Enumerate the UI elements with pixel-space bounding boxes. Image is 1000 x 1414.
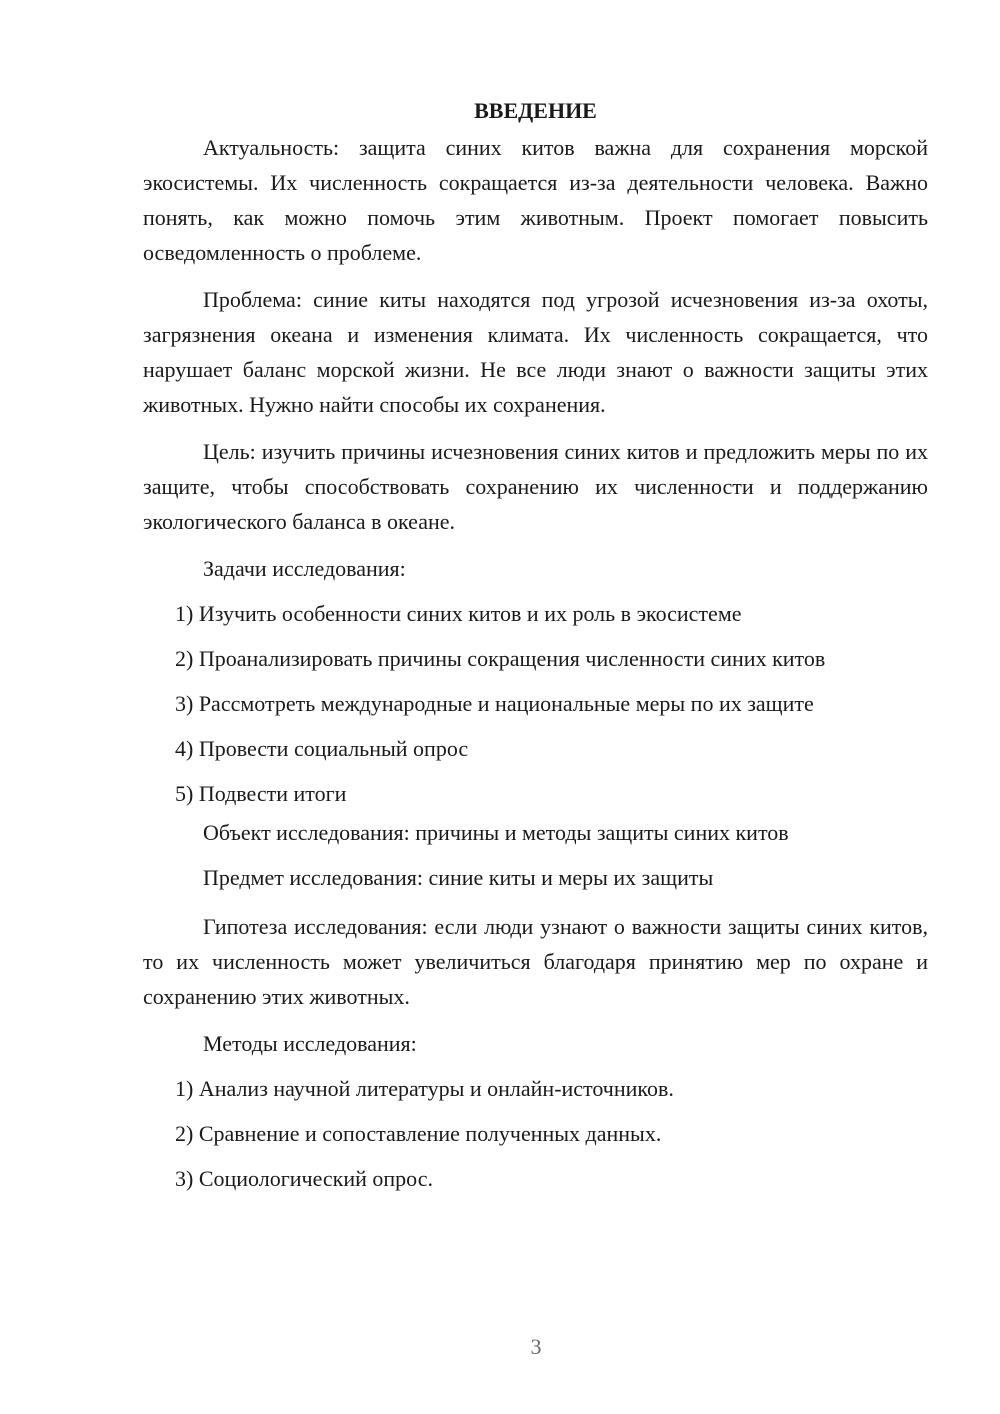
methods-heading: Методы исследования:: [203, 1031, 417, 1056]
section-title: ВВЕДЕНИЕ: [474, 98, 597, 123]
hypothesis-paragraph: Гипотеза исследования: если люди узнают о важности защиты синих китов, то их численность может увеличиться благодаря принятию мер по охране и сохранению этих животных.: [143, 914, 928, 1009]
document-body: [143, 96, 928, 1206]
problem-paragraph: Проблема: синие киты находятся под угрозой исчезновения из-за охоты, загрязнения океана и изменения климата. Их численность сокращается, что нарушает баланс морской жизни. Не все люди знают о важности защиты этих животных. Нужно найти способы их сохранения.: [143, 287, 928, 417]
task-item: 5) Подвести итоги: [175, 781, 347, 806]
task-item: 1) Изучить особенности синих китов и их роль в экосистеме: [175, 601, 742, 626]
subject-line: Предмет исследования: синие киты и меры их защиты: [203, 865, 714, 890]
task-item: 2) Проанализировать причины сокращения численности синих китов: [175, 646, 826, 671]
method-item: 2) Сравнение и сопоставление полученных данных.: [175, 1121, 662, 1146]
page-number: 3: [530, 1334, 542, 1359]
methods-list: [143, 1071, 928, 1196]
method-item: 3) Социологический опрос.: [175, 1166, 433, 1191]
method-item: 1) Анализ научной литературы и онлайн-источников.: [175, 1076, 674, 1101]
task-item: 3) Рассмотреть международные и национальные меры по их защите: [175, 691, 814, 716]
object-line: Объект исследования: причины и методы защиты синих китов: [203, 820, 789, 845]
relevance-paragraph: Актуальность: защита синих китов важна для сохранения морской экосистемы. Их численность сокращается из-за деятельности человека. Важно понять, как можно помочь этим животным. Проект помогает повысить осведомленность о проблеме.: [143, 135, 928, 265]
task-item: 4) Провести социальный опрос: [175, 736, 469, 761]
tasks-heading: Задачи исследования:: [203, 556, 406, 581]
goal-paragraph: Цель: изучить причины исчезновения синих китов и предложить меры по их защите, чтобы способствовать сохранению их численности и поддержанию экологического баланса в океане.: [143, 439, 928, 534]
tasks-list: [143, 596, 928, 811]
